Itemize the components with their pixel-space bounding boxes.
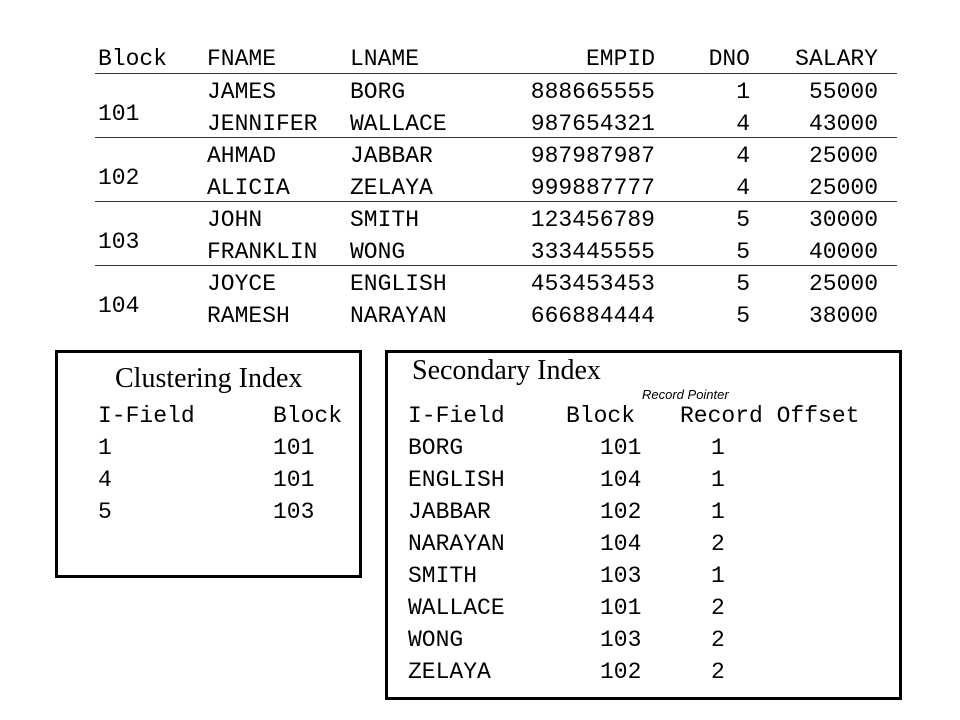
clustering-cell-ifield: 5	[98, 499, 112, 525]
cell-dno: 4	[736, 175, 750, 201]
secondary-index-title: Secondary Index	[412, 355, 601, 386]
secondary-cell-block: 104	[600, 531, 642, 557]
cell-fname: JOHN	[207, 207, 263, 233]
cell-salary: 25000	[808, 143, 878, 169]
cell-dno: 5	[736, 207, 750, 233]
clustering-index-title: Clustering Index	[115, 363, 303, 394]
block-id: 103	[98, 229, 140, 255]
cell-empid: 987654321	[530, 111, 655, 137]
cell-fname: ALICIA	[207, 175, 290, 201]
cell-empid: 666884444	[530, 303, 655, 329]
secondary-cell-offset: 1	[711, 563, 725, 589]
cell-salary: 25000	[808, 271, 878, 297]
secondary-cell-ifield: WONG	[408, 627, 464, 653]
secondary-header-ifield: I-Field	[408, 403, 505, 429]
cell-dno: 5	[736, 303, 750, 329]
cell-empid: 987987987	[530, 143, 655, 169]
cell-salary: 30000	[808, 207, 878, 233]
cell-dno: 4	[736, 111, 750, 137]
secondary-cell-block: 101	[600, 435, 642, 461]
secondary-cell-ifield: BORG	[408, 435, 464, 461]
cell-fname: AHMAD	[207, 143, 277, 169]
clustering-cell-ifield: 4	[98, 467, 112, 493]
row-divider	[95, 73, 897, 74]
secondary-header-record-offset: Record Offset	[680, 403, 860, 429]
cell-lname: WONG	[350, 239, 406, 265]
cell-dno: 1	[736, 79, 750, 105]
cell-empid: 999887777	[530, 175, 655, 201]
cell-salary: 43000	[808, 111, 878, 137]
cell-lname: SMITH	[350, 207, 420, 233]
secondary-cell-block: 103	[600, 627, 642, 653]
secondary-cell-block: 103	[600, 563, 642, 589]
header-salary: SALARY	[795, 46, 878, 72]
cell-empid: 888665555	[530, 79, 655, 105]
secondary-cell-block: 102	[600, 659, 642, 685]
secondary-cell-ifield: WALLACE	[408, 595, 505, 621]
secondary-cell-ifield: ENGLISH	[408, 467, 505, 493]
cell-lname: BORG	[350, 79, 406, 105]
cell-salary: 38000	[808, 303, 878, 329]
cell-empid: 333445555	[530, 239, 655, 265]
row-divider	[95, 201, 897, 202]
row-divider	[95, 137, 897, 138]
cell-empid: 453453453	[530, 271, 655, 297]
block-id: 104	[98, 293, 140, 319]
cell-lname: NARAYAN	[350, 303, 447, 329]
secondary-header-block: Block	[566, 403, 636, 429]
cell-empid: 123456789	[530, 207, 655, 233]
clustering-cell-block: 103	[273, 499, 315, 525]
secondary-cell-offset: 2	[711, 531, 725, 557]
clustering-header-ifield: I-Field	[98, 403, 195, 429]
cell-salary: 40000	[808, 239, 878, 265]
record-pointer-note: Record Pointer	[642, 387, 729, 402]
cell-lname: JABBAR	[350, 143, 433, 169]
block-id: 101	[98, 101, 140, 127]
cell-fname: JOYCE	[207, 271, 277, 297]
block-id: 102	[98, 165, 140, 191]
secondary-cell-ifield: ZELAYA	[408, 659, 491, 685]
header-block: Block	[98, 46, 168, 72]
clustering-cell-ifield: 1	[98, 435, 112, 461]
secondary-cell-offset: 1	[711, 499, 725, 525]
header-empid: EMPID	[585, 46, 655, 72]
cell-salary: 55000	[808, 79, 878, 105]
secondary-cell-offset: 1	[711, 467, 725, 493]
cell-salary: 25000	[808, 175, 878, 201]
cell-fname: FRANKLIN	[207, 239, 318, 265]
cell-fname: RAMESH	[207, 303, 290, 329]
header-lname: LNAME	[350, 46, 420, 72]
secondary-cell-block: 101	[600, 595, 642, 621]
cell-lname: ZELAYA	[350, 175, 433, 201]
secondary-cell-block: 102	[600, 499, 642, 525]
secondary-cell-ifield: SMITH	[408, 563, 478, 589]
cell-dno: 4	[736, 143, 750, 169]
cell-fname: JAMES	[207, 79, 277, 105]
clustering-cell-block: 101	[273, 435, 315, 461]
row-divider	[95, 265, 897, 266]
cell-fname: JENNIFER	[207, 111, 318, 137]
header-fname: FNAME	[207, 46, 277, 72]
secondary-cell-offset: 2	[711, 595, 725, 621]
cell-lname: WALLACE	[350, 111, 447, 137]
secondary-cell-ifield: NARAYAN	[408, 531, 505, 557]
secondary-cell-offset: 2	[711, 627, 725, 653]
secondary-cell-offset: 2	[711, 659, 725, 685]
secondary-cell-offset: 1	[711, 435, 725, 461]
cell-dno: 5	[736, 239, 750, 265]
secondary-cell-block: 104	[600, 467, 642, 493]
cell-lname: ENGLISH	[350, 271, 447, 297]
secondary-cell-ifield: JABBAR	[408, 499, 491, 525]
cell-dno: 5	[736, 271, 750, 297]
header-dno: DNO	[708, 46, 750, 72]
clustering-header-block: Block	[273, 403, 343, 429]
clustering-cell-block: 101	[273, 467, 315, 493]
